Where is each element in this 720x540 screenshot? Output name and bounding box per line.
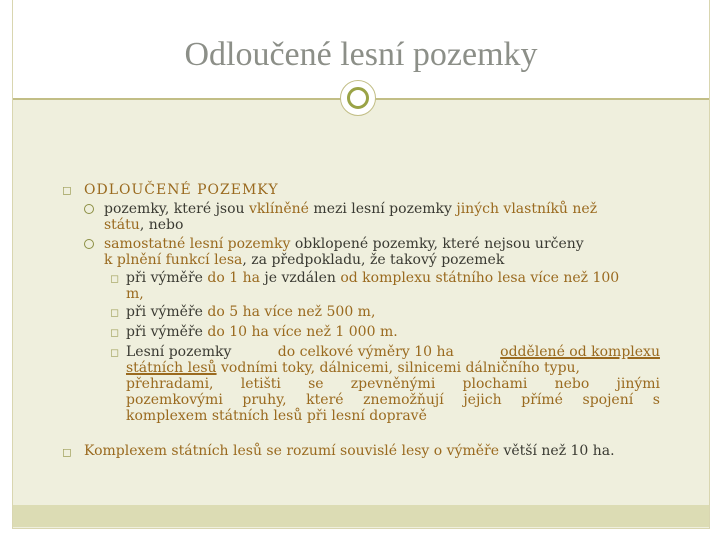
square-bullet-icon: ◻ bbox=[62, 183, 72, 197]
sub-2-line bbox=[126, 304, 375, 320]
statement-text-a: Komplexem státních lesů se rozumí souvislé lesy o výměře bbox=[84, 443, 500, 459]
sub-3-text-a: při výměře bbox=[126, 324, 203, 340]
item-1-text-d: jiných vlastníků než bbox=[456, 201, 598, 217]
slide-title: Odloučené lesní pozemky bbox=[184, 36, 538, 73]
sub-4-text-b: do celkové výměry 10 ha bbox=[277, 344, 454, 360]
item-1-line-2 bbox=[104, 217, 183, 233]
item-2-text-d: , za předpokladu, že takový pozemek bbox=[242, 252, 505, 268]
circle-bullet-icon bbox=[84, 204, 94, 214]
sub-4-line-2 bbox=[126, 360, 660, 376]
item-2-line-1 bbox=[104, 236, 660, 252]
sub-4-text-d: státních lesů bbox=[126, 360, 217, 376]
sub-1-text-b: do 1 ha bbox=[207, 270, 260, 286]
sub-1-line-2: m, bbox=[126, 286, 144, 302]
sub-3-line bbox=[126, 324, 398, 340]
item-1-text-c: mezi lesní pozemky bbox=[313, 201, 452, 217]
sub-4-line-5: komplexem státních lesů při lesní dopravě bbox=[126, 408, 427, 424]
sub-4-text-e: vodními toky, dálnicemi, silnicemi dálničního typu, bbox=[221, 360, 580, 376]
square-bullet-icon: ◻ bbox=[110, 326, 120, 339]
statement-text-b: větší než 10 ha bbox=[503, 443, 611, 459]
sub-4-line-1 bbox=[126, 344, 660, 360]
item-1-text-e: státu bbox=[104, 217, 140, 233]
sub-2-text-b: do 5 ha více než 500 m, bbox=[207, 304, 376, 320]
square-bullet-icon: ◻ bbox=[110, 306, 120, 319]
sub-4-line-3: přehradami, letišti se zpevněnými plochami nebo jinými bbox=[126, 376, 660, 392]
sub-1-text-a: při výměře bbox=[126, 270, 203, 286]
item-2-text-b: obklopené pozemky, které nejsou určeny bbox=[294, 236, 584, 252]
item-2-text-c: k plnění funkcí lesa bbox=[104, 252, 243, 268]
heading-odloucene-pozemky: ODLOUČENÉ POZEMKY bbox=[84, 182, 279, 198]
sub-4-text-a: Lesní pozemky bbox=[126, 344, 232, 360]
sub-3-text-b: do 10 ha více než 1 000 m. bbox=[207, 324, 398, 340]
sub-1-line-1 bbox=[126, 270, 660, 286]
square-bullet-icon: ◻ bbox=[62, 445, 72, 459]
item-1-text-a: pozemky, které jsou bbox=[104, 201, 245, 217]
sub-4-text-c: oddělené od komplexu bbox=[500, 344, 660, 360]
circle-bullet-icon bbox=[84, 239, 94, 249]
sub-2-text-a: při výměře bbox=[126, 304, 203, 320]
sub-1-text-c: je vzdálen bbox=[264, 270, 336, 286]
statement-text-c: . bbox=[610, 443, 615, 459]
statement-komplex bbox=[84, 443, 615, 459]
sub-4-line-4: pozemkovými pruhy, které znemožňují jejich přímé spojení s bbox=[126, 392, 660, 408]
item-1-text-f: , nebo bbox=[139, 217, 184, 233]
sub-1-text-d: od komplexu státního lesa více než 100 bbox=[340, 270, 620, 286]
item-2-text-a: samostatné lesní pozemky bbox=[104, 236, 291, 252]
square-bullet-icon: ◻ bbox=[110, 346, 120, 359]
square-bullet-icon: ◻ bbox=[110, 272, 120, 285]
item-1-line-1 bbox=[104, 201, 660, 217]
item-1-text-b: vklíněné bbox=[249, 201, 309, 217]
item-2-line-2 bbox=[104, 252, 504, 268]
